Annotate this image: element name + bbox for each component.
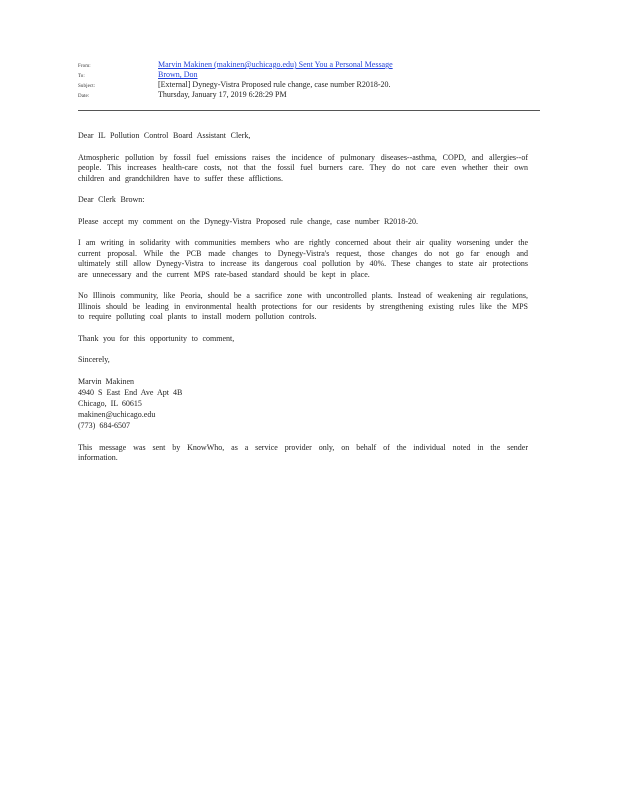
- from-label: From:: [78, 64, 91, 69]
- to-value-link[interactable]: Brown, Don: [158, 70, 198, 79]
- email-body: [78, 131, 528, 475]
- thanks-line: Thank you for this opportunity to comment,: [78, 333, 235, 343]
- date-label: Date:: [78, 94, 90, 99]
- to-row: [78, 70, 540, 80]
- signature-street: 4940 S East End Ave Apt 4B: [78, 387, 183, 397]
- signature-city: Chicago, IL 60615: [78, 398, 142, 408]
- email-header: [78, 60, 540, 100]
- header-divider: [78, 110, 540, 111]
- paragraph-sacrifice-zone: No Illinois community, like Peoria, should be a sacrifice zone with uncontrolled plants. Instead of weakening air regulations, Illinois should be leading in environmental health protections for our residents by strengthening existing rules like the MPS to require polluting coal plants to install modern pollution controls.: [78, 291, 528, 321]
- subject-label: Subject:: [78, 84, 96, 89]
- date-row: [78, 90, 540, 100]
- signature-name: Marvin Makinen: [78, 376, 134, 386]
- date-value: Thursday, January 17, 2019 6:28:29 PM: [158, 90, 287, 99]
- subject-value: [External] Dynegy-Vistra Proposed rule change, case number R2018-20.: [158, 80, 391, 89]
- signature-phone: (773) 684-6507: [78, 420, 130, 430]
- paragraph-accept-comment: Please accept my comment on the Dynegy-Vistra Proposed rule change, case number R2018-20.: [78, 216, 418, 226]
- to-label: To:: [78, 74, 85, 79]
- greeting-clerk: Dear Clerk Brown:: [78, 195, 145, 204]
- closing: Sincerely,: [78, 355, 110, 364]
- signature-block: [78, 377, 528, 432]
- subject-row: [78, 80, 540, 90]
- paragraph-pollution: Atmospheric pollution by fossil fuel emissions raises the incidence of pulmonary diseases--asthma, COPD, and allergies--of people. This increases health-care costs, not that the fossil fuel burners care. They do not care even whether their own children and grandchildren have to suffer these afflictions.: [78, 152, 528, 183]
- from-value-link[interactable]: Marvin Makinen (makinen@uchicago.edu) Sent You a Personal Message: [158, 60, 393, 69]
- greeting: Dear IL Pollution Control Board Assistant Clerk,: [78, 131, 251, 140]
- paragraph-solidarity: I am writing in solidarity with communities members who are rightly concerned about their air quality worsening under the current proposal. While the PCB made changes to Dynegy-Vistra's request, those changes do not go far enough and ultimately still allow Dynegy-Vistra to increase its dangerous coal pollution by 40%. These changes to state air protections are unnecessary and the current MPS rate-based standard should be kept in place.: [78, 238, 528, 279]
- from-row: [78, 60, 540, 70]
- signature-email: makinen@uchicago.edu: [78, 409, 156, 419]
- footer-note: This message was sent by KnowWho, as a service provider only, on behalf of the individual noted in the sender information.: [78, 442, 528, 462]
